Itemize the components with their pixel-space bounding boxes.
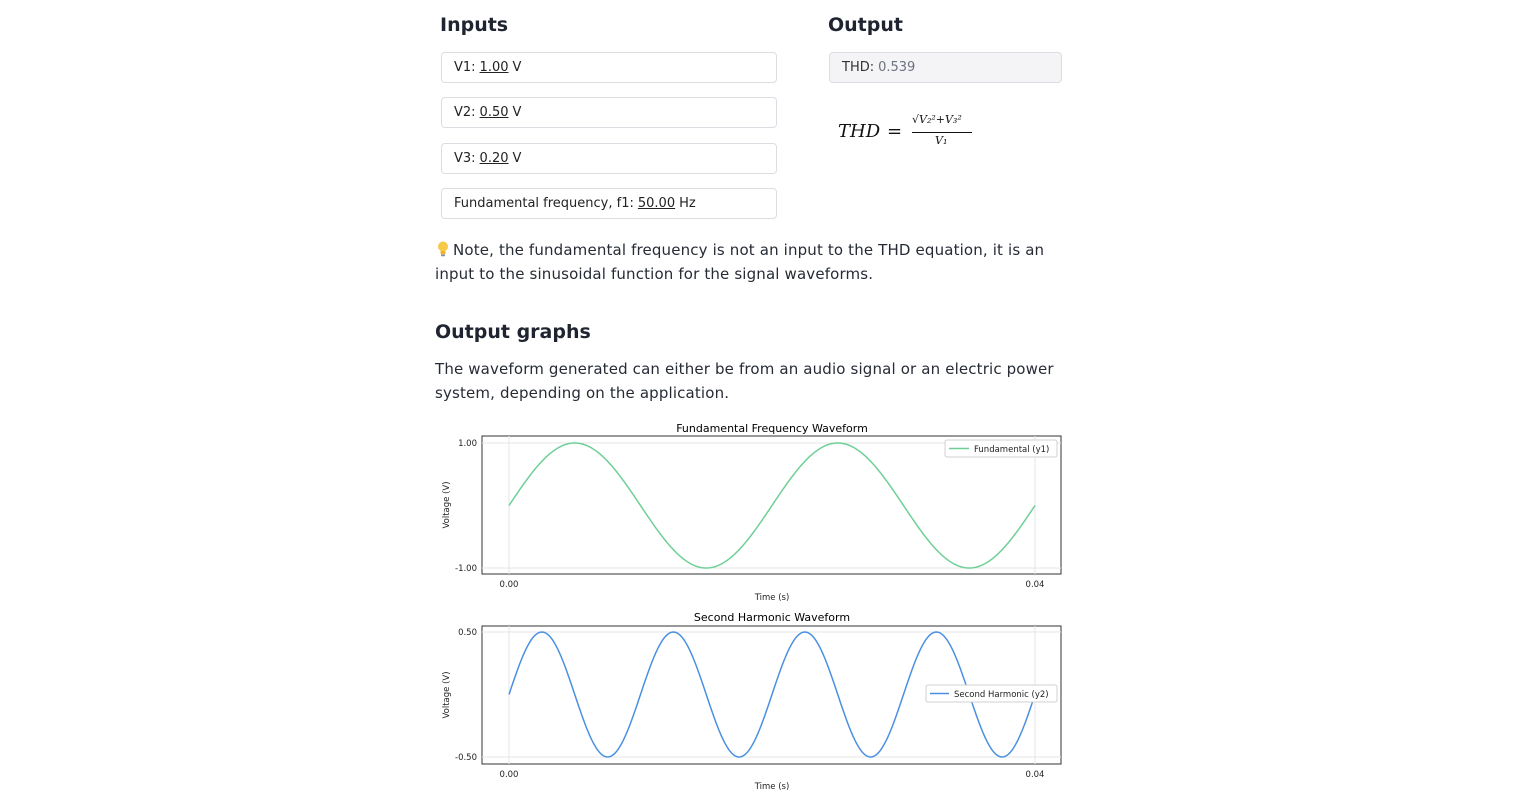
chart2-ytick-top: 0.50 — [458, 628, 477, 638]
note-text: Note, the fundamental frequency is not an input to the THD equation, it is an input to the sinusoidal function for the signal waveforms. — [435, 241, 1045, 283]
v1-value[interactable]: 1.00 — [479, 60, 509, 75]
chart2-title: Second Harmonic Waveform — [693, 611, 851, 624]
v3-unit: V — [512, 151, 522, 166]
chart1-xtick-left: 0.00 — [499, 580, 519, 590]
chart2-xtick-left: 0.00 — [499, 770, 519, 780]
chart1-ytick-top: 1.00 — [458, 439, 477, 449]
f1-unit: Hz — [679, 196, 696, 211]
v1-input[interactable] — [441, 52, 777, 83]
chart1-ylabel: Voltage (V) — [442, 481, 452, 529]
graphs-description: The waveform generated can either be from an audio signal or an electric power system, depending on the application. — [435, 360, 1054, 402]
v3-input[interactable] — [441, 143, 777, 174]
fundamental-chart — [436, 418, 1068, 604]
chart1-legend — [945, 440, 1057, 457]
inputs-title: Inputs — [440, 14, 509, 36]
fraction-bar — [912, 132, 972, 133]
chart2-ytick-bottom: -0.50 — [455, 753, 477, 763]
equation-numerator: √V₂²+V₃² — [912, 113, 962, 126]
equation-lhs: THD — [838, 121, 881, 142]
v1-label: V1: — [454, 60, 476, 75]
thd-equation — [838, 113, 998, 153]
v3-label: V3: — [454, 151, 476, 166]
chart1-ytick-bottom: -1.00 — [455, 564, 477, 574]
second-harmonic-chart — [436, 608, 1068, 794]
chart1-line-fundamental — [509, 443, 1035, 568]
chart2-ylabel: Voltage (V) — [442, 671, 452, 719]
graphs-title: Output graphs — [435, 321, 591, 343]
chart2-legend-label: Second Harmonic (y2) — [954, 690, 1049, 700]
equation-denominator: V₁ — [935, 134, 948, 147]
chart1-xtick-right: 0.04 — [1025, 580, 1045, 590]
chart2-xtick-right: 0.04 — [1025, 770, 1045, 780]
chart1-title: Fundamental Frequency Waveform — [676, 422, 868, 435]
chart2-legend — [926, 685, 1057, 702]
lightbulb-icon — [435, 240, 451, 258]
f1-label: Fundamental frequency, f1: — [454, 196, 634, 211]
v2-value[interactable]: 0.50 — [479, 105, 509, 120]
v2-unit: V — [512, 105, 522, 120]
chart2-xlabel: Time (s) — [754, 782, 790, 792]
v2-label: V2: — [454, 105, 476, 120]
thd-label: THD: — [842, 60, 875, 75]
chart1-xlabel: Time (s) — [754, 593, 790, 603]
output-title: Output — [828, 14, 903, 36]
f1-value[interactable]: 50.00 — [637, 196, 676, 211]
chart1-legend-label: Fundamental (y1) — [974, 445, 1050, 455]
thd-value: 0.539 — [878, 60, 916, 75]
note — [435, 238, 1065, 286]
equation-equals: = — [887, 121, 903, 142]
v2-input[interactable] — [441, 97, 777, 128]
thd-output — [829, 52, 1062, 83]
v3-value[interactable]: 0.20 — [479, 151, 509, 166]
v1-unit: V — [512, 60, 522, 75]
f1-input[interactable] — [441, 188, 777, 219]
